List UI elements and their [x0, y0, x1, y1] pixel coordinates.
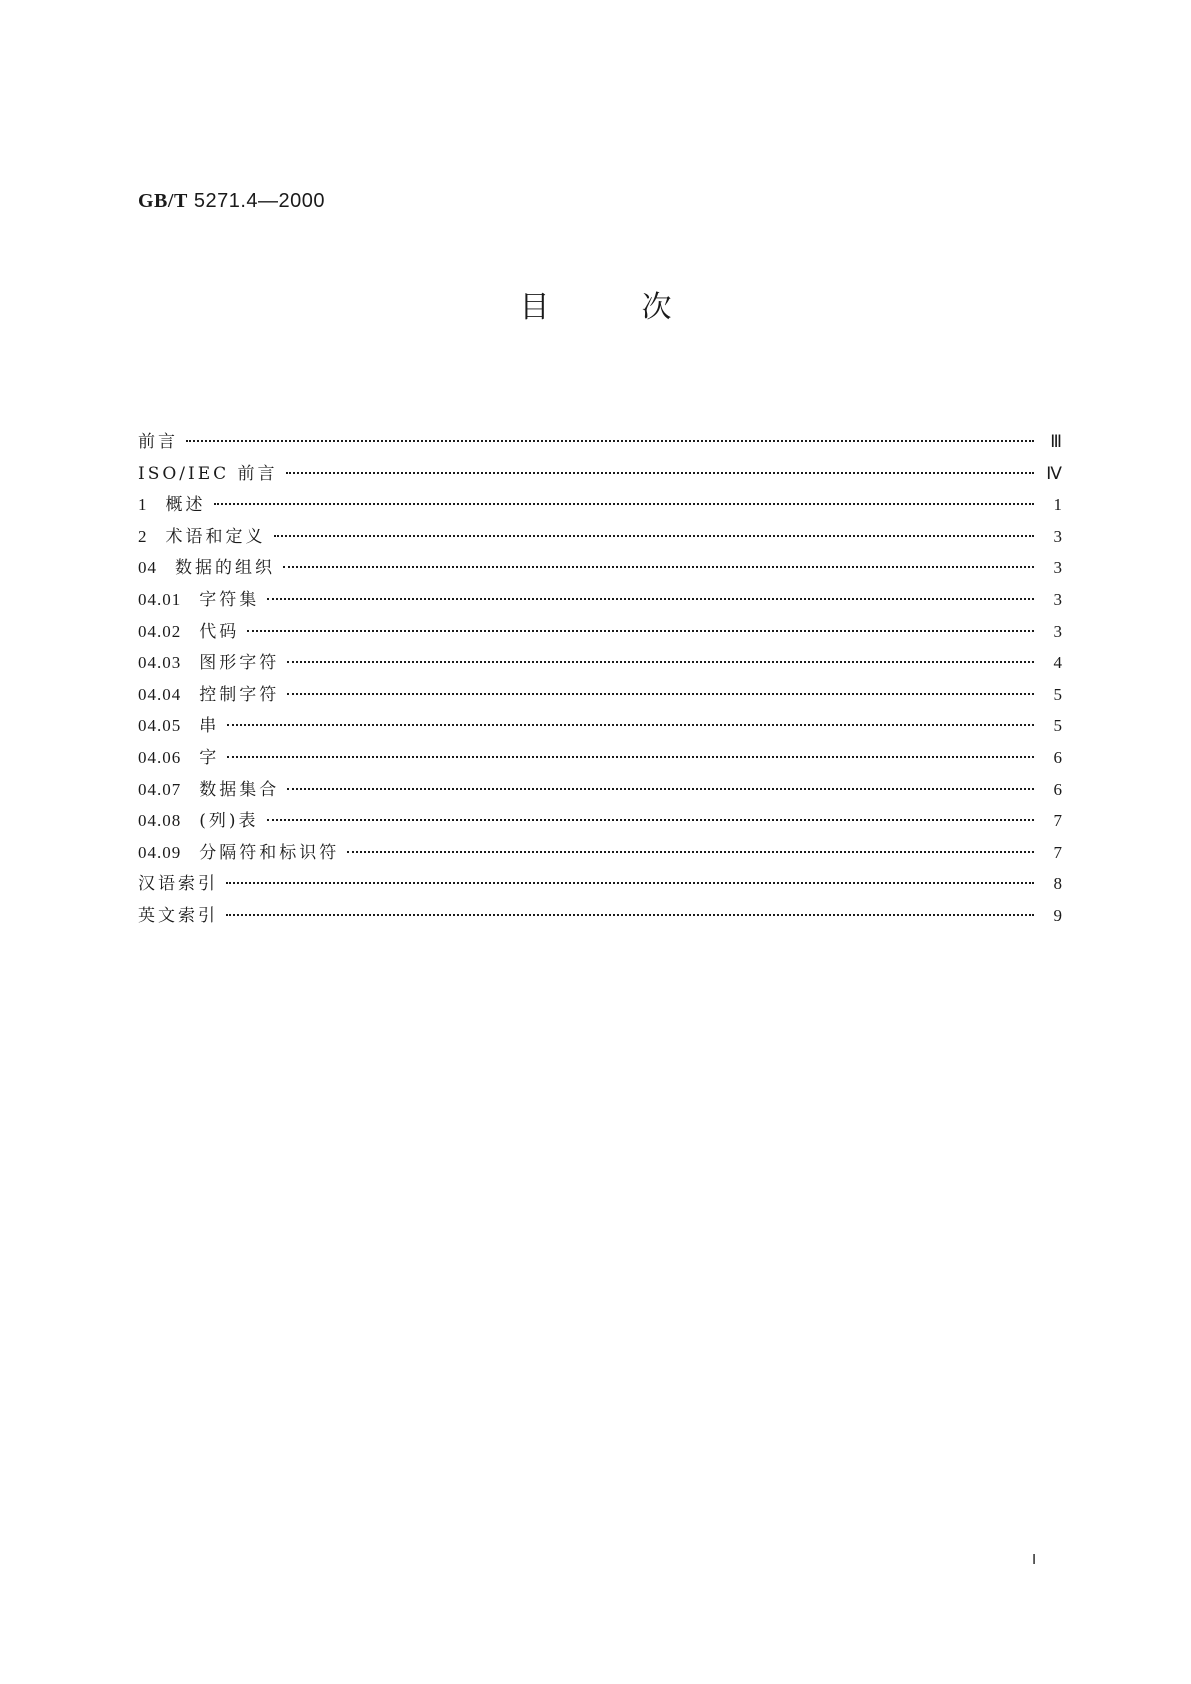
toc-entry-page: 4: [1053, 653, 1062, 673]
toc-leader-dots: [227, 724, 1034, 726]
toc-leader-dots: [186, 440, 1034, 442]
toc-entry-number: 04.07: [138, 779, 200, 799]
toc-entry-label: 术语和定义: [165, 526, 266, 547]
toc-leader-dots: [267, 598, 1034, 600]
toc-leader-dots: [227, 756, 1034, 758]
toc-entry[interactable]: [138, 490, 1062, 522]
toc-entry-number: 04.04: [138, 684, 200, 704]
toc-entry[interactable]: [138, 680, 1062, 712]
toc-entry-label: 英文索引: [138, 905, 218, 926]
toc-leader-dots: [287, 788, 1034, 790]
toc-entry-label: ISO/IEC 前言: [138, 463, 278, 484]
toc-entry-number: 04.08: [138, 811, 200, 831]
toc-entry-label: 代码: [199, 621, 240, 642]
page-title: 目次: [519, 290, 764, 325]
toc-entry-label: 字: [199, 747, 220, 768]
toc-entry-page: Ⅲ: [1050, 432, 1062, 451]
toc-entry-label: 数据的组织: [175, 558, 275, 579]
toc-entry-number: 04: [138, 558, 175, 578]
toc-entry-label: 控制字符: [199, 684, 280, 705]
toc-leader-dots: [283, 566, 1034, 568]
toc-entry[interactable]: [138, 553, 1062, 585]
document-code: [138, 190, 325, 213]
standard-number: 5271.4—2000: [193, 190, 326, 212]
toc-entry-label: 前言: [138, 432, 178, 452]
toc-entry-label: 字符集: [199, 589, 260, 610]
toc-leader-dots: [214, 503, 1035, 505]
toc-entry[interactable]: [138, 459, 1062, 491]
toc-entry-number: 04.05: [138, 716, 200, 736]
toc-entry[interactable]: [138, 806, 1062, 838]
toc-entry-label: 汉语索引: [138, 874, 218, 895]
toc-entry-number: 04.09: [138, 842, 200, 862]
toc-entry-number: 1: [138, 495, 166, 515]
toc-entry[interactable]: [138, 522, 1062, 554]
toc-entry-number: 04.01: [138, 589, 200, 609]
toc-leader-dots: [347, 851, 1034, 853]
toc-leader-dots: [287, 693, 1034, 695]
toc-entry-page: 5: [1053, 716, 1062, 736]
toc-entry-label: 概述: [165, 495, 206, 516]
toc-leader-dots: [267, 819, 1034, 821]
toc-entry[interactable]: [138, 617, 1062, 649]
toc-entry-page: 6: [1053, 779, 1062, 799]
toc-entry-label: 串: [199, 716, 220, 737]
toc-entry-page: 1: [1053, 495, 1062, 515]
toc-entry-label: (列)表: [199, 811, 259, 832]
toc-entry-label: 分隔符和标识符: [199, 842, 340, 863]
toc-entry-page: 3: [1053, 589, 1062, 609]
toc-leader-dots: [226, 914, 1034, 916]
toc-leader-dots: [286, 472, 1034, 474]
page-number: Ⅰ: [1032, 1553, 1037, 1568]
toc-entry-page: 3: [1053, 526, 1062, 546]
toc-entry-page: 3: [1053, 621, 1062, 641]
toc-entry-page: 7: [1053, 842, 1062, 862]
standard-prefix: GB/T: [138, 190, 188, 212]
toc-entry[interactable]: [138, 869, 1062, 901]
toc-entry-number: 04.06: [138, 747, 200, 767]
toc-entry-page: 8: [1053, 874, 1062, 894]
toc-entry-number: 2: [138, 526, 166, 546]
toc-entry-page: 7: [1053, 811, 1062, 831]
toc-entry[interactable]: [138, 648, 1062, 680]
toc-entry[interactable]: [138, 775, 1062, 807]
toc-entry[interactable]: [138, 838, 1062, 870]
toc-leader-dots: [274, 535, 1035, 537]
toc-entry-page: 5: [1053, 684, 1062, 704]
toc-entry-label: 图形字符: [199, 653, 280, 674]
toc-leader-dots: [226, 882, 1034, 884]
toc-entry[interactable]: [138, 427, 1062, 459]
toc-entry-page: Ⅳ: [1046, 463, 1062, 483]
toc-entry[interactable]: [138, 743, 1062, 775]
toc-entry[interactable]: [138, 585, 1062, 617]
toc-entry-number: 04.02: [138, 621, 200, 641]
table-of-contents: [138, 427, 1062, 933]
toc-entry-page: 3: [1053, 558, 1062, 578]
toc-entry[interactable]: [138, 711, 1062, 743]
toc-entry-page: 6: [1053, 747, 1062, 767]
toc-entry-page: 9: [1053, 905, 1062, 925]
toc-entry-label: 数据集合: [199, 779, 280, 800]
toc-entry[interactable]: [138, 901, 1062, 933]
toc-entry-number: 04.03: [138, 653, 200, 673]
toc-leader-dots: [287, 661, 1034, 663]
toc-leader-dots: [247, 630, 1034, 632]
